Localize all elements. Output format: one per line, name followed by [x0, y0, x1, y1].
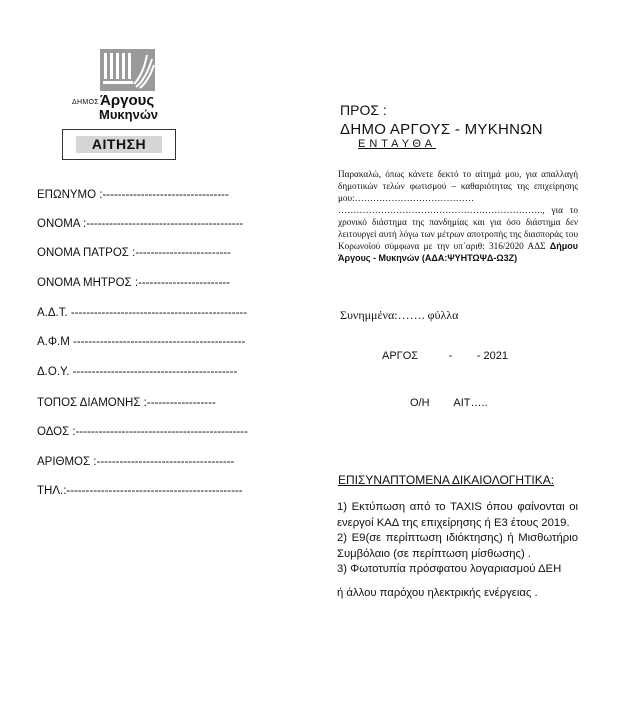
- recipient: ΔΗΜΟ ΑΡΓΟΥΣ - ΜΥΚΗΝΩΝ: [340, 121, 543, 138]
- request-body: [338, 168, 578, 264]
- request-title: ΑΙΤΗΣΗ: [76, 136, 162, 153]
- document-item: 2) Ε9(σε περίπτωση ιδιόκτησης) ή Μισθωτήριο Συμβόλαιο (σε περίπτωση μίσθωσης) .: [337, 532, 578, 560]
- field-father-name[interactable]: ΟΝΟΜΑ ΠΑΤΡΟΣ :-------------------------: [37, 247, 232, 259]
- documents-list: [337, 500, 578, 601]
- request-title-box: [62, 129, 176, 160]
- attachments-line: Συνημμένα:……. φύλλα: [340, 308, 459, 322]
- field-surname[interactable]: ΕΠΩΝΥΜΟ :---------------------------------: [37, 189, 229, 201]
- signature-line: Ο/Η ΑΙΤ…..: [410, 397, 488, 409]
- field-tax-number[interactable]: Α.Φ.Μ ---------------------------------------------: [37, 336, 246, 348]
- field-tax-office[interactable]: Δ.Ο.Υ. -------------------------------------------: [37, 366, 238, 378]
- logo-subtitle: Μυκηνών: [99, 107, 159, 122]
- recipient-location: ΕΝΤΑΥΘΑ: [358, 138, 437, 150]
- field-residence[interactable]: ΤΟΠΟΣ ΔΙΑΜΟΝΗΣ :------------------: [37, 397, 216, 409]
- to-label: ΠΡΟΣ :: [340, 102, 387, 118]
- field-mother-name[interactable]: ΟΝΟΜΑ ΜΗΤΡΟΣ :------------------------: [37, 277, 230, 289]
- field-street-number[interactable]: ΑΡΙΘΜΟΣ :------------------------------------: [37, 456, 235, 468]
- field-first-name[interactable]: ΟΝΟΜΑ :-----------------------------------------: [37, 218, 244, 230]
- request-body-text: Παρακαλώ, όπως κάνετε δεκτό το αίτημά μου, για απαλλαγή δημοτικών τελών φωτισμού – καθαριότητας της επιχείρησης μου:………………………………… …………………………………………………………., για το χρονικό διάστημα της πανδημίας και για όσο διάστημα δεν λειτουργεί αυτή λόγω των μέτρων αποτροπής της διασποράς του Κορωνοϊού σύμφωνα με την υπ΄αριθ: 316/2020 ΑΔΣ: [338, 169, 578, 251]
- municipality-logo-icon: [100, 49, 155, 91]
- documents-heading: ΕΠΙΣΥΝΑΠΤΟΜΕΝΑ ΔΙΚΑΙΟΛΟΓΗΤΙΚΑ:: [338, 473, 555, 487]
- field-phone[interactable]: ΤΗΛ.:----------------------------------------------: [37, 485, 243, 497]
- field-id-number[interactable]: Α.Δ.Τ. ----------------------------------------------: [37, 307, 248, 319]
- logo-prefix: ΔΗΜΟΣ: [72, 99, 99, 106]
- date-line: ΑΡΓΟΣ - - 2021: [382, 350, 508, 362]
- logo-name: Άργους: [100, 92, 155, 109]
- document-item: 3) Φωτοτυπία πρόσφατου λογαριασμού ΔΕΗ: [337, 563, 562, 575]
- document-item: ή άλλου παρόχου ηλεκτρικής ενέργειας .: [337, 586, 538, 599]
- document-item: 1) Εκτύπωση από το TAXIS όπου φαίνονται οι ενεργοί ΚΑΔ της επιχείρησης ή Ε3 έτους 2019.: [337, 501, 578, 529]
- field-street[interactable]: ΟΔΟΣ :---------------------------------------------: [37, 426, 248, 438]
- request-body-bold: Δήμου Άργους - Μυκηνών (ΑΔΑ:ΨΥΗΤΩΨΔ-Ω3Ζ): [338, 241, 578, 263]
